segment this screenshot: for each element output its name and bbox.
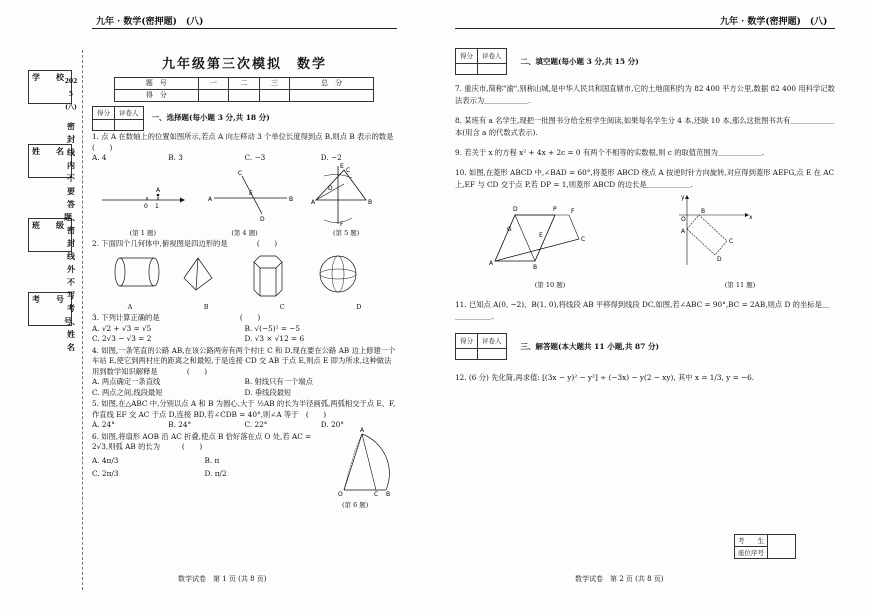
question-10: 10. 如图,在菱形 ABCD 中,∠BAD = 60°,将菱形 ABCD 绕点 A 按逆时针方向旋转,对应得到菱形 AEFG,点 E 在 AC 上,EF 与 CD 交于点 P,若 DP = 1,则菱形 ABCD 的边长是＿＿＿＿＿＿. (455, 168, 835, 189)
pyramid-solid (184, 258, 212, 290)
svg-text:A: A (489, 260, 494, 267)
figures-row-1 (92, 164, 397, 234)
question-12: 12. (6 分) 先化简,再求值: [(3x − y)² − y²] ÷ (−3x) − y(2 − xy), 其中 x = 1/3, y = −6. (455, 373, 755, 382)
svg-text:D: D (717, 256, 722, 263)
svg-text:A: A (681, 228, 686, 235)
question-6: 6. 如图,将扇形 AOB 沿 AC 折叠,使点 B 恰好落在点 O 处,若 AC = 2√3,则弧 AB 的长为 ( ) (92, 431, 312, 451)
question-7: 7. 重庆市,简称"渝",别称山城,是中华人民共和国直辖市,它的土地面积约为 82 400 平方公里,数据 82 400 用科学记数法表示为＿＿＿＿＿＿. (455, 84, 835, 105)
page-1 (92, 57, 423, 509)
svg-text:O: O (338, 490, 343, 498)
question-8: 8. 某班有 a 名学生,现把一批图书分给全班学生阅读,如果每名学生分 4 本,还缺 10 本,那么这批图书共有＿＿＿＿＿＿本(用含 a 的代数式表示). (455, 116, 835, 137)
section-3-title: 三、解答题(本大题共 11 小题,共 87 分) (520, 341, 660, 351)
sphere-solid (320, 256, 356, 292)
svg-text:B: B (289, 195, 294, 203)
footer-page-1: 数学试卷 第 1 页 (共 8 页) (178, 575, 267, 583)
svg-text:1: 1 (155, 202, 159, 210)
svg-text:D: D (260, 215, 265, 223)
question-4: 4. 如图,一条笔直的公路 AB,在该公路两旁有两个村庄 C 和 D,现在要在公路 AB 边上修建一个车站 E,使它到两村庄的距离之和最短,于是连接 CD 交 AB 于点 E,则点 E 即为所求,这种做法用到数学知识解释是 ( ) (92, 345, 396, 376)
solids-figure (92, 250, 397, 302)
svg-text:C: C (729, 238, 734, 245)
question-3-options-b: C. 2√3 − √3 = 2 D. √3 × √12 = 6 (92, 334, 305, 343)
svg-text:D: D (328, 184, 333, 192)
question-6-options-a: A. 4π/3 B. π (92, 455, 220, 465)
prism-solid (254, 256, 282, 296)
rhombus-rotation-figure (489, 206, 585, 271)
header-rule-right (455, 28, 835, 29)
svg-text:C: C (346, 166, 351, 174)
svg-text:B: B (701, 208, 706, 215)
svg-text:y: y (681, 194, 685, 201)
svg-text:E: E (249, 189, 253, 197)
grader-box-2: 得分 评卷人 (455, 48, 507, 75)
svg-text:D: D (513, 206, 518, 213)
figures-row-2 (455, 195, 835, 287)
question-2: 2. 下面四个几何体中,俯视图是四边形的是 ( ) (92, 239, 278, 248)
svg-text:A: A (208, 195, 213, 203)
svg-text:E: E (539, 232, 543, 239)
question-5: 5. 如图,在△ABC 中,分别以点 A 和 B 为圆心,大于 ½AB 的长为半径画弧,两弧相交于点 E、F,作直线 EF 交 AC 于点 D,连接 BD,若∠CDB = 40°,则∠A 等于 ( ) (92, 399, 396, 419)
svg-text:0: 0 (144, 202, 148, 210)
score-table: 题 号 一 二 三 总 分 得 分 (114, 77, 374, 102)
question-6-options-b: C. 2π/3 D. π/2 (92, 469, 227, 478)
sector-figure (332, 428, 392, 498)
svg-text:E: E (340, 162, 344, 170)
header-left: 九年 · 数学(密押题) (八) (96, 17, 204, 27)
school-field[interactable]: 学 校 (28, 70, 88, 108)
question-3: 3. 下列计算正确的是 ( ) (92, 313, 261, 322)
question-4-options-a: A. 两点确定一条直线 B. 射线只有一个端点 (92, 377, 313, 386)
footer-page-2: 数学试卷 第 2 页 (共 8 页) (575, 575, 664, 583)
coordinate-figure (679, 194, 753, 265)
svg-text:C: C (374, 490, 379, 498)
question-4-options-b: C. 两点之间,线段最短 D. 垂线段最短 (92, 387, 292, 397)
question-3-options-a: A. √2 + √3 = √5 B. √(−5)² = −5 (92, 323, 301, 333)
question-1-options: A. 4 B. 3 C. −3 D. −2 (92, 153, 342, 162)
question-1: 1. 点 A 在数轴上的位置如图所示,若点 A 向左移动 3 个单位长度得到点 B,则点 B 表示的数是 ( ) (92, 132, 423, 152)
solids-labels: A B C D (127, 302, 362, 311)
class-field[interactable]: 班 级 (28, 218, 88, 256)
svg-text:G: G (507, 226, 512, 233)
svg-text:B: B (533, 264, 538, 271)
exam-title: 九年级第三次模拟 数学 (161, 57, 327, 72)
figure-6-caption: (第 6 题) (342, 500, 369, 509)
seal-line (82, 50, 83, 590)
svg-text:F: F (340, 220, 344, 228)
svg-text:F: F (571, 208, 575, 215)
road-villages-figure (208, 170, 293, 223)
question-11: 11. 已知点 A(0, −2)、B(1, 0),将线段 AB 平移得到线段 DC,如图,若∠ABC = 90°,BC = 2AB,则点 D 的坐标是＿＿＿＿＿＿. (455, 300, 830, 321)
svg-text:A: A (360, 426, 365, 434)
svg-text:A: A (311, 198, 316, 206)
svg-text:C: C (581, 236, 586, 243)
cylinder-solid (115, 258, 159, 286)
header-right: 九年 · 数学(密押题) (八) (720, 17, 828, 27)
section-2-title: 二、填空题(每小题 3 分,共 15 分) (520, 56, 639, 66)
name-field[interactable]: 姓 名 (28, 144, 88, 182)
year-tag: 2025(八) (64, 78, 78, 111)
svg-text:B: B (368, 198, 373, 206)
figure-captions-1: (第 1 题) (第 4 题) (第 5 题) (129, 228, 360, 237)
figure-captions-2: (第 10 题) (第 11 题) (534, 281, 756, 289)
question-5-options: A. 24° B. 24° C. 22° D. 20° (92, 420, 344, 429)
grader-box-3: 得分 评卷人 (455, 333, 507, 360)
svg-text:x: x (749, 214, 753, 221)
page-2 (455, 48, 835, 384)
grader-box-1: 得分 评卷人 (92, 106, 144, 132)
perpendicular-bisector-figure (311, 163, 372, 228)
header-rule-left (92, 28, 397, 29)
svg-text:O: O (681, 216, 686, 223)
binding-notice: 2025(八) 密封线内不要答题、密封线外不写考号、姓名 (64, 75, 78, 354)
section-1-title: 一、选择题(每小题 3 分,共 18 分) (151, 113, 270, 122)
svg-text:P: P (553, 206, 557, 213)
question-9: 9. 若关于 x 的方程 x² + 4x + 2c = 0 有两个不相等的实数根,则 c 的取值范围为＿＿＿＿＿＿. (455, 148, 765, 157)
svg-text:C: C (238, 169, 243, 177)
seat-number-box: 考 生 座位序号 (734, 534, 796, 559)
svg-text:A: A (156, 186, 161, 194)
figure-q1-q4-q5 (92, 164, 397, 226)
svg-text:B: B (386, 490, 391, 498)
exam-number-field[interactable]: 考 号 (28, 292, 88, 330)
number-line-figure (102, 187, 185, 210)
